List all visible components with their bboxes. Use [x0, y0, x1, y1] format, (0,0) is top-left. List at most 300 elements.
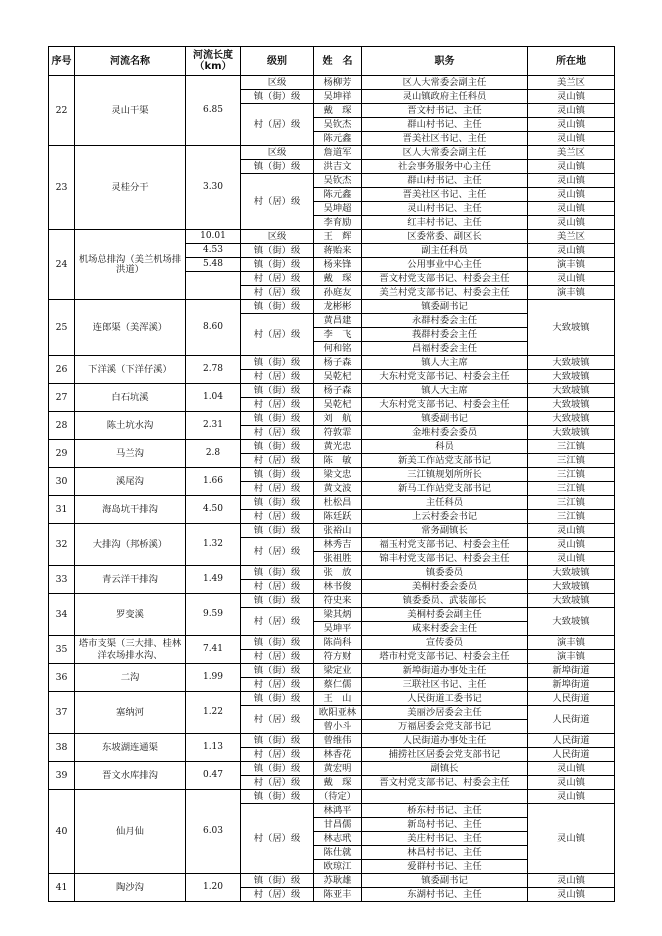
cell-river-name: 塞纳河	[75, 692, 186, 734]
cell-level: 村（居）级	[241, 370, 314, 384]
cell-name: 陈亚丰	[314, 888, 362, 902]
cell-name: 林香花	[314, 748, 362, 762]
cell-river-length: 6.03	[186, 790, 241, 874]
header-level: 级别	[241, 47, 314, 76]
cell-post: 三江镇规划所所长	[362, 468, 528, 482]
table-row	[49, 664, 615, 678]
cell-name: 陈元鑫	[314, 188, 362, 202]
cell-location: 大致坡镇	[528, 594, 615, 608]
cell-post: 灵山镇政府主任科员	[362, 90, 528, 104]
cell-index: 26	[49, 356, 75, 384]
cell-location: 灵山镇	[528, 552, 615, 566]
cell-name: 吴乾杞	[314, 370, 362, 384]
cell-name: 洪吉文	[314, 160, 362, 174]
cell-location: 大致坡镇	[528, 384, 615, 398]
cell-location: 演丰镇	[528, 636, 615, 650]
cell-post: 锦丰村党支部书记、村委会主任	[362, 552, 528, 566]
cell-river-name: 大排沟（邦桥溪）	[75, 524, 186, 566]
cell-location: 演丰镇	[528, 258, 615, 272]
table-row	[49, 874, 615, 888]
header-index: 序号	[49, 47, 75, 76]
cell-name: 龙彬彬	[314, 300, 362, 314]
table-row	[49, 300, 615, 314]
cell-level: 镇（街）级	[241, 300, 314, 314]
cell-post: 新美工作站党支部书记	[362, 454, 528, 468]
cell-river-length: 9.59	[186, 594, 241, 636]
cell-index: 24	[49, 230, 75, 300]
cell-name: 甘昌儒	[314, 818, 362, 832]
cell-location: 演丰镇	[528, 650, 615, 664]
cell-post: 美桐村委会副主任	[362, 608, 528, 622]
cell-level: 镇（街）级	[241, 160, 314, 174]
cell-post: 群山村书记、主任	[362, 174, 528, 188]
cell-river-length: 3.30	[186, 146, 241, 230]
cell-level: 镇（街）级	[241, 692, 314, 706]
cell-river-length: 6.85	[186, 76, 241, 146]
cell-river-name: 东坡湖连通渠	[75, 734, 186, 762]
cell-river-name: 塔市支渠（三大排、桂林洋农场排水沟、	[75, 636, 186, 664]
cell-level: 镇（街）级	[241, 356, 314, 370]
cell-post: 美丽沙居委会主任	[362, 706, 528, 720]
cell-location: 灵山镇	[528, 188, 615, 202]
cell-post: 镇人大主席	[362, 356, 528, 370]
cell-location: 灵山镇	[528, 776, 615, 790]
cell-location: 灵山镇	[528, 762, 615, 776]
cell-river-length: 5.48	[186, 258, 241, 272]
cell-post: 美兰村党支部书记、村委会主任	[362, 286, 528, 300]
cell-location: 大致坡镇	[528, 370, 615, 384]
cell-post: 镇委副书记	[362, 874, 528, 888]
cell-name: 陈廷跃	[314, 510, 362, 524]
cell-index: 38	[49, 734, 75, 762]
cell-name: 符史来	[314, 594, 362, 608]
cell-location: 演丰镇	[528, 286, 615, 300]
cell-level: 村（居）级	[241, 482, 314, 496]
cell-name: 林书俊	[314, 580, 362, 594]
cell-location: 灵山镇	[528, 244, 615, 258]
cell-post: 主任科员	[362, 496, 528, 510]
cell-post: 福玉村党支部书记、村委会主任	[362, 538, 528, 552]
cell-name: 吴坤平	[314, 622, 362, 636]
cell-post: 区委常委、副区长	[362, 230, 528, 244]
cell-name: 苏耿雄	[314, 874, 362, 888]
cell-level: 镇（街）级	[241, 594, 314, 608]
cell-location: 大致坡镇	[528, 412, 615, 426]
table-row	[49, 496, 615, 510]
cell-index: 36	[49, 664, 75, 692]
cell-level: 镇（街）级	[241, 790, 314, 804]
cell-location: 大致坡镇	[528, 300, 615, 356]
cell-post: 美庄村书记、主任	[362, 832, 528, 846]
cell-index: 32	[49, 524, 75, 566]
cell-location: 三江镇	[528, 510, 615, 524]
cell-level: 村（居）级	[241, 650, 314, 664]
cell-location: 人民街道	[528, 692, 615, 706]
cell-post: 晋文村党支部书记、村委会主任	[362, 776, 528, 790]
cell-index: 37	[49, 692, 75, 734]
cell-name: 黄昌建	[314, 314, 362, 328]
cell-name: 吴乾杞	[314, 398, 362, 412]
cell-index: 41	[49, 874, 75, 902]
cell-index: 40	[49, 790, 75, 874]
cell-name: 林鸿平	[314, 804, 362, 818]
cell-level: 镇（街）级	[241, 636, 314, 650]
cell-name: 王 辉	[314, 230, 362, 244]
table-body	[49, 76, 615, 902]
cell-river-length: 1.13	[186, 734, 241, 762]
cell-name: 戴 琛	[314, 776, 362, 790]
cell-river-name: 青云洋干排沟	[75, 566, 186, 594]
table-row	[49, 412, 615, 426]
cell-name: 黄文波	[314, 482, 362, 496]
cell-index: 27	[49, 384, 75, 412]
table-row	[49, 76, 615, 90]
cell-level: 区级	[241, 230, 314, 244]
cell-index: 31	[49, 496, 75, 524]
cell-name: 陈元鑫	[314, 132, 362, 146]
cell-index: 23	[49, 146, 75, 230]
cell-river-name: 罗变溪	[75, 594, 186, 636]
cell-name: 李育励	[314, 216, 362, 230]
river-chief-table	[48, 46, 615, 902]
cell-location: 大致坡镇	[528, 580, 615, 594]
cell-name: 杨来锋	[314, 258, 362, 272]
cell-post: 宣传委员	[362, 636, 528, 650]
cell-river-name: 马兰沟	[75, 440, 186, 468]
cell-name: 林秀吉	[314, 538, 362, 552]
cell-post: 区人大常委会副主任	[362, 146, 528, 160]
cell-location: 美兰区	[528, 230, 615, 244]
cell-river-name: 连郎渠（美浑溪）	[75, 300, 186, 356]
cell-river-name: 白石坑溪	[75, 384, 186, 412]
cell-post: 上云村委会书记	[362, 510, 528, 524]
cell-level: 村（居）级	[241, 706, 314, 734]
cell-location: 人民街道	[528, 706, 615, 734]
cell-name: 戴 琛	[314, 272, 362, 286]
cell-location: 灵山镇	[528, 524, 615, 538]
cell-river-name: 二沟	[75, 664, 186, 692]
cell-level: 镇（街）级	[241, 384, 314, 398]
cell-river-length: 1.32	[186, 524, 241, 566]
cell-level: 村（居）级	[241, 398, 314, 412]
cell-post: 人民街道工委书记	[362, 692, 528, 706]
cell-name: 吴钦杰	[314, 174, 362, 188]
header-river-length: 河流长度 （km）	[186, 47, 241, 76]
cell-post: 桥东村书记、主任	[362, 804, 528, 818]
cell-post: 晋美社区书记、主任	[362, 188, 528, 202]
cell-location: 灵山镇	[528, 202, 615, 216]
cell-post: 常务副镇长	[362, 524, 528, 538]
cell-name: 陈 敏	[314, 454, 362, 468]
cell-post: 镇人大主席	[362, 384, 528, 398]
cell-post: 捕捞社区居委会党支部书记	[362, 748, 528, 762]
cell-name: 陈仕就	[314, 846, 362, 860]
table-row	[49, 762, 615, 776]
table-row	[49, 692, 615, 706]
cell-name: 曾小斗	[314, 720, 362, 734]
cell-post: 镇委委员	[362, 566, 528, 580]
cell-location: 灵山镇	[528, 272, 615, 286]
cell-name: 何和铭	[314, 342, 362, 356]
cell-level: 村（居）级	[241, 748, 314, 762]
cell-location: 大致坡镇	[528, 608, 615, 636]
cell-index: 35	[49, 636, 75, 664]
table-row	[49, 594, 615, 608]
cell-level: 区级	[241, 76, 314, 90]
cell-post: 科员	[362, 440, 528, 454]
cell-location: 大致坡镇	[528, 426, 615, 440]
cell-post: 大东村党支部书记、村委会主任	[362, 398, 528, 412]
cell-name: 梁文忠	[314, 468, 362, 482]
cell-level: 镇（街）级	[241, 90, 314, 104]
cell-name: 吴钦杰	[314, 118, 362, 132]
cell-index: 28	[49, 412, 75, 440]
cell-level: 村（居）级	[241, 538, 314, 566]
cell-post: 灵山村书记、主任	[362, 202, 528, 216]
cell-post: 区人大常委会副主任	[362, 76, 528, 90]
cell-name: 黄光忠	[314, 440, 362, 454]
cell-river-length: 1.99	[186, 664, 241, 692]
table-row	[49, 356, 615, 370]
cell-index: 22	[49, 76, 75, 146]
cell-index: 34	[49, 594, 75, 636]
cell-name: 刘 航	[314, 412, 362, 426]
cell-level: 镇（街）级	[241, 734, 314, 748]
cell-level: 镇（街）级	[241, 524, 314, 538]
cell-level: 村（居）级	[241, 804, 314, 874]
cell-post: 新埠街道办事处主任	[362, 664, 528, 678]
cell-level: 村（居）级	[241, 286, 314, 300]
cell-name: 蒋贻来	[314, 244, 362, 258]
cell-post: 晋文村书记、主任	[362, 104, 528, 118]
cell-level: 镇（街）级	[241, 468, 314, 482]
cell-level: 村（居）级	[241, 510, 314, 524]
cell-index: 39	[49, 762, 75, 790]
cell-level: 镇（街）级	[241, 566, 314, 580]
cell-index: 25	[49, 300, 75, 356]
cell-location: 灵山镇	[528, 174, 615, 188]
cell-level: 村（居）级	[241, 776, 314, 790]
cell-post: 咸来村委会主任	[362, 622, 528, 636]
cell-level: 区级	[241, 146, 314, 160]
header-name: 姓 名	[314, 47, 362, 76]
cell-index: 29	[49, 440, 75, 468]
cell-level: 镇（街）级	[241, 412, 314, 426]
cell-post: 新马工作站党支部书记	[362, 482, 528, 496]
cell-name: 黄宏明	[314, 762, 362, 776]
cell-post: 群山村书记、主任	[362, 118, 528, 132]
cell-location: 三江镇	[528, 482, 615, 496]
cell-river-name: 机场总排沟（美兰机场排洪道）	[75, 230, 186, 300]
cell-location: 三江镇	[528, 440, 615, 454]
cell-river-length: 1.66	[186, 468, 241, 496]
cell-river-length: 4.50	[186, 496, 241, 524]
cell-post: 社会事务服务中心主任	[362, 160, 528, 174]
cell-post: 爱群村书记、主任	[362, 860, 528, 874]
cell-name: 王 山	[314, 692, 362, 706]
cell-post: 塔市村党支部书记、村委会主任	[362, 650, 528, 664]
cell-river-length: 7.41	[186, 636, 241, 664]
cell-post: 永群村委会主任	[362, 314, 528, 328]
cell-location: 新埠街道	[528, 678, 615, 692]
cell-location: 灵山镇	[528, 160, 615, 174]
cell-name: 杨子森	[314, 384, 362, 398]
cell-location: 灵山镇	[528, 888, 615, 902]
cell-location: 人民街道	[528, 734, 615, 748]
cell-post: 副主任科员	[362, 244, 528, 258]
cell-post: 红丰村书记、主任	[362, 216, 528, 230]
header-row	[49, 47, 615, 76]
cell-name: 林志玳	[314, 832, 362, 846]
header-river-name: 河流名称	[75, 47, 186, 76]
table-row	[49, 566, 615, 580]
cell-river-name: 仙月仙	[75, 790, 186, 874]
cell-location: 三江镇	[528, 454, 615, 468]
cell-level: 镇（街）级	[241, 258, 314, 272]
cell-name: 曾维伟	[314, 734, 362, 748]
cell-post: 万福居委会党支部书记	[362, 720, 528, 734]
table-row	[49, 524, 615, 538]
cell-level: 村（居）级	[241, 608, 314, 636]
cell-location: 灵山镇	[528, 790, 615, 804]
cell-name: 符敦霏	[314, 426, 362, 440]
cell-post: 林昌村书记、主任	[362, 846, 528, 860]
cell-river-length: 0.47	[186, 762, 241, 790]
cell-name: 欧琼江	[314, 860, 362, 874]
cell-post: 昌福村委会主任	[362, 342, 528, 356]
cell-river-name: 海岛坑干排沟	[75, 496, 186, 524]
cell-river-name: 晋文水库排沟	[75, 762, 186, 790]
cell-level: 村（居）级	[241, 272, 314, 286]
cell-location: 灵山镇	[528, 804, 615, 874]
cell-post: 三联社区书记、主任	[362, 678, 528, 692]
cell-post	[362, 790, 528, 804]
cell-post: 美桐村委会委员	[362, 580, 528, 594]
cell-location: 大致坡镇	[528, 398, 615, 412]
cell-level: 镇（街）级	[241, 496, 314, 510]
cell-name: 梁其炳	[314, 608, 362, 622]
cell-post: 新岛村书记、主任	[362, 818, 528, 832]
cell-name: 蔡仁儒	[314, 678, 362, 692]
cell-location: 人民街道	[528, 748, 615, 762]
table-row	[49, 146, 615, 160]
cell-river-length: 1.22	[186, 692, 241, 734]
table-row	[49, 468, 615, 482]
cell-river-length: 2.31	[186, 412, 241, 440]
cell-name: 孙庭友	[314, 286, 362, 300]
cell-location: 灵山镇	[528, 90, 615, 104]
cell-level: 镇（街）级	[241, 244, 314, 258]
cell-river-name: 溪尾沟	[75, 468, 186, 496]
cell-name: 张祖胜	[314, 552, 362, 566]
cell-level: 村（居）级	[241, 314, 314, 356]
cell-level: 镇（街）级	[241, 762, 314, 776]
cell-post: 东湖村书记、主任	[362, 888, 528, 902]
table-row	[49, 230, 615, 244]
cell-river-name: 下洋溪（下洋仔溪）	[75, 356, 186, 384]
cell-name: 梁定业	[314, 664, 362, 678]
cell-post: 镇委委员、武装部长	[362, 594, 528, 608]
cell-level: 村（居）级	[241, 104, 314, 146]
cell-level: 镇（街）级	[241, 664, 314, 678]
cell-post: 大东村党支部书记、村委会主任	[362, 370, 528, 384]
cell-river-length: 4.53	[186, 244, 241, 258]
cell-name: 杜松昌	[314, 496, 362, 510]
cell-location: 大致坡镇	[528, 566, 615, 580]
cell-post: 晋文村党支部书记、村委会主任	[362, 272, 528, 286]
cell-name: 吴坤祥	[314, 90, 362, 104]
cell-post: 人民街道办事处主任	[362, 734, 528, 748]
cell-river-length: 1.20	[186, 874, 241, 902]
cell-river-length: 2.78	[186, 356, 241, 384]
cell-location: 灵山镇	[528, 132, 615, 146]
cell-river-length: 2.8	[186, 440, 241, 468]
cell-river-name: 灵桂分干	[75, 146, 186, 230]
cell-level: 村（居）级	[241, 174, 314, 230]
cell-name: 吴坤超	[314, 202, 362, 216]
cell-location: 新埠街道	[528, 664, 615, 678]
cell-name: 张 放	[314, 566, 362, 580]
cell-location: 灵山镇	[528, 874, 615, 888]
cell-index: 33	[49, 566, 75, 594]
table-row	[49, 636, 615, 650]
cell-post: 晋美社区书记、主任	[362, 132, 528, 146]
cell-post: 镇委副书记	[362, 300, 528, 314]
cell-river-name: 陶沙沟	[75, 874, 186, 902]
cell-river-length-empty	[186, 272, 241, 300]
cell-name: 杨子森	[314, 356, 362, 370]
cell-location: 大致坡镇	[528, 356, 615, 370]
table-row	[49, 440, 615, 454]
cell-level: 镇（街）级	[241, 440, 314, 454]
cell-location: 三江镇	[528, 496, 615, 510]
cell-post: 镇委副书记	[362, 412, 528, 426]
cell-level: 村（居）级	[241, 888, 314, 902]
table-row	[49, 734, 615, 748]
cell-river-length: 10.01	[186, 230, 241, 244]
cell-location: 三江镇	[528, 468, 615, 482]
cell-name: 詹道军	[314, 146, 362, 160]
cell-post: 公用事业中心主任	[362, 258, 528, 272]
cell-level: 镇（街）级	[241, 874, 314, 888]
cell-level: 村（居）级	[241, 426, 314, 440]
cell-name: 陈尚科	[314, 636, 362, 650]
cell-post: 副镇长	[362, 762, 528, 776]
cell-name: 杨柳芳	[314, 76, 362, 90]
cell-river-length: 1.49	[186, 566, 241, 594]
cell-location: 美兰区	[528, 76, 615, 90]
cell-level: 村（居）级	[241, 454, 314, 468]
cell-post: 金堆村委会委员	[362, 426, 528, 440]
cell-post: 莪群村委会主任	[362, 328, 528, 342]
cell-location: 灵山镇	[528, 104, 615, 118]
cell-name: 符方财	[314, 650, 362, 664]
cell-location: 灵山镇	[528, 538, 615, 552]
cell-name: 戴 琛	[314, 104, 362, 118]
cell-river-length: 8.60	[186, 300, 241, 356]
cell-location: 灵山镇	[528, 118, 615, 132]
cell-name: （待定）	[314, 790, 362, 804]
header-location: 所在地	[528, 47, 615, 76]
cell-river-length: 1.04	[186, 384, 241, 412]
cell-location: 美兰区	[528, 146, 615, 160]
cell-level: 村（居）级	[241, 580, 314, 594]
header-post: 职务	[362, 47, 528, 76]
cell-name: 欧阳亚林	[314, 706, 362, 720]
cell-index: 30	[49, 468, 75, 496]
cell-name: 李 飞	[314, 328, 362, 342]
cell-level: 村（居）级	[241, 678, 314, 692]
